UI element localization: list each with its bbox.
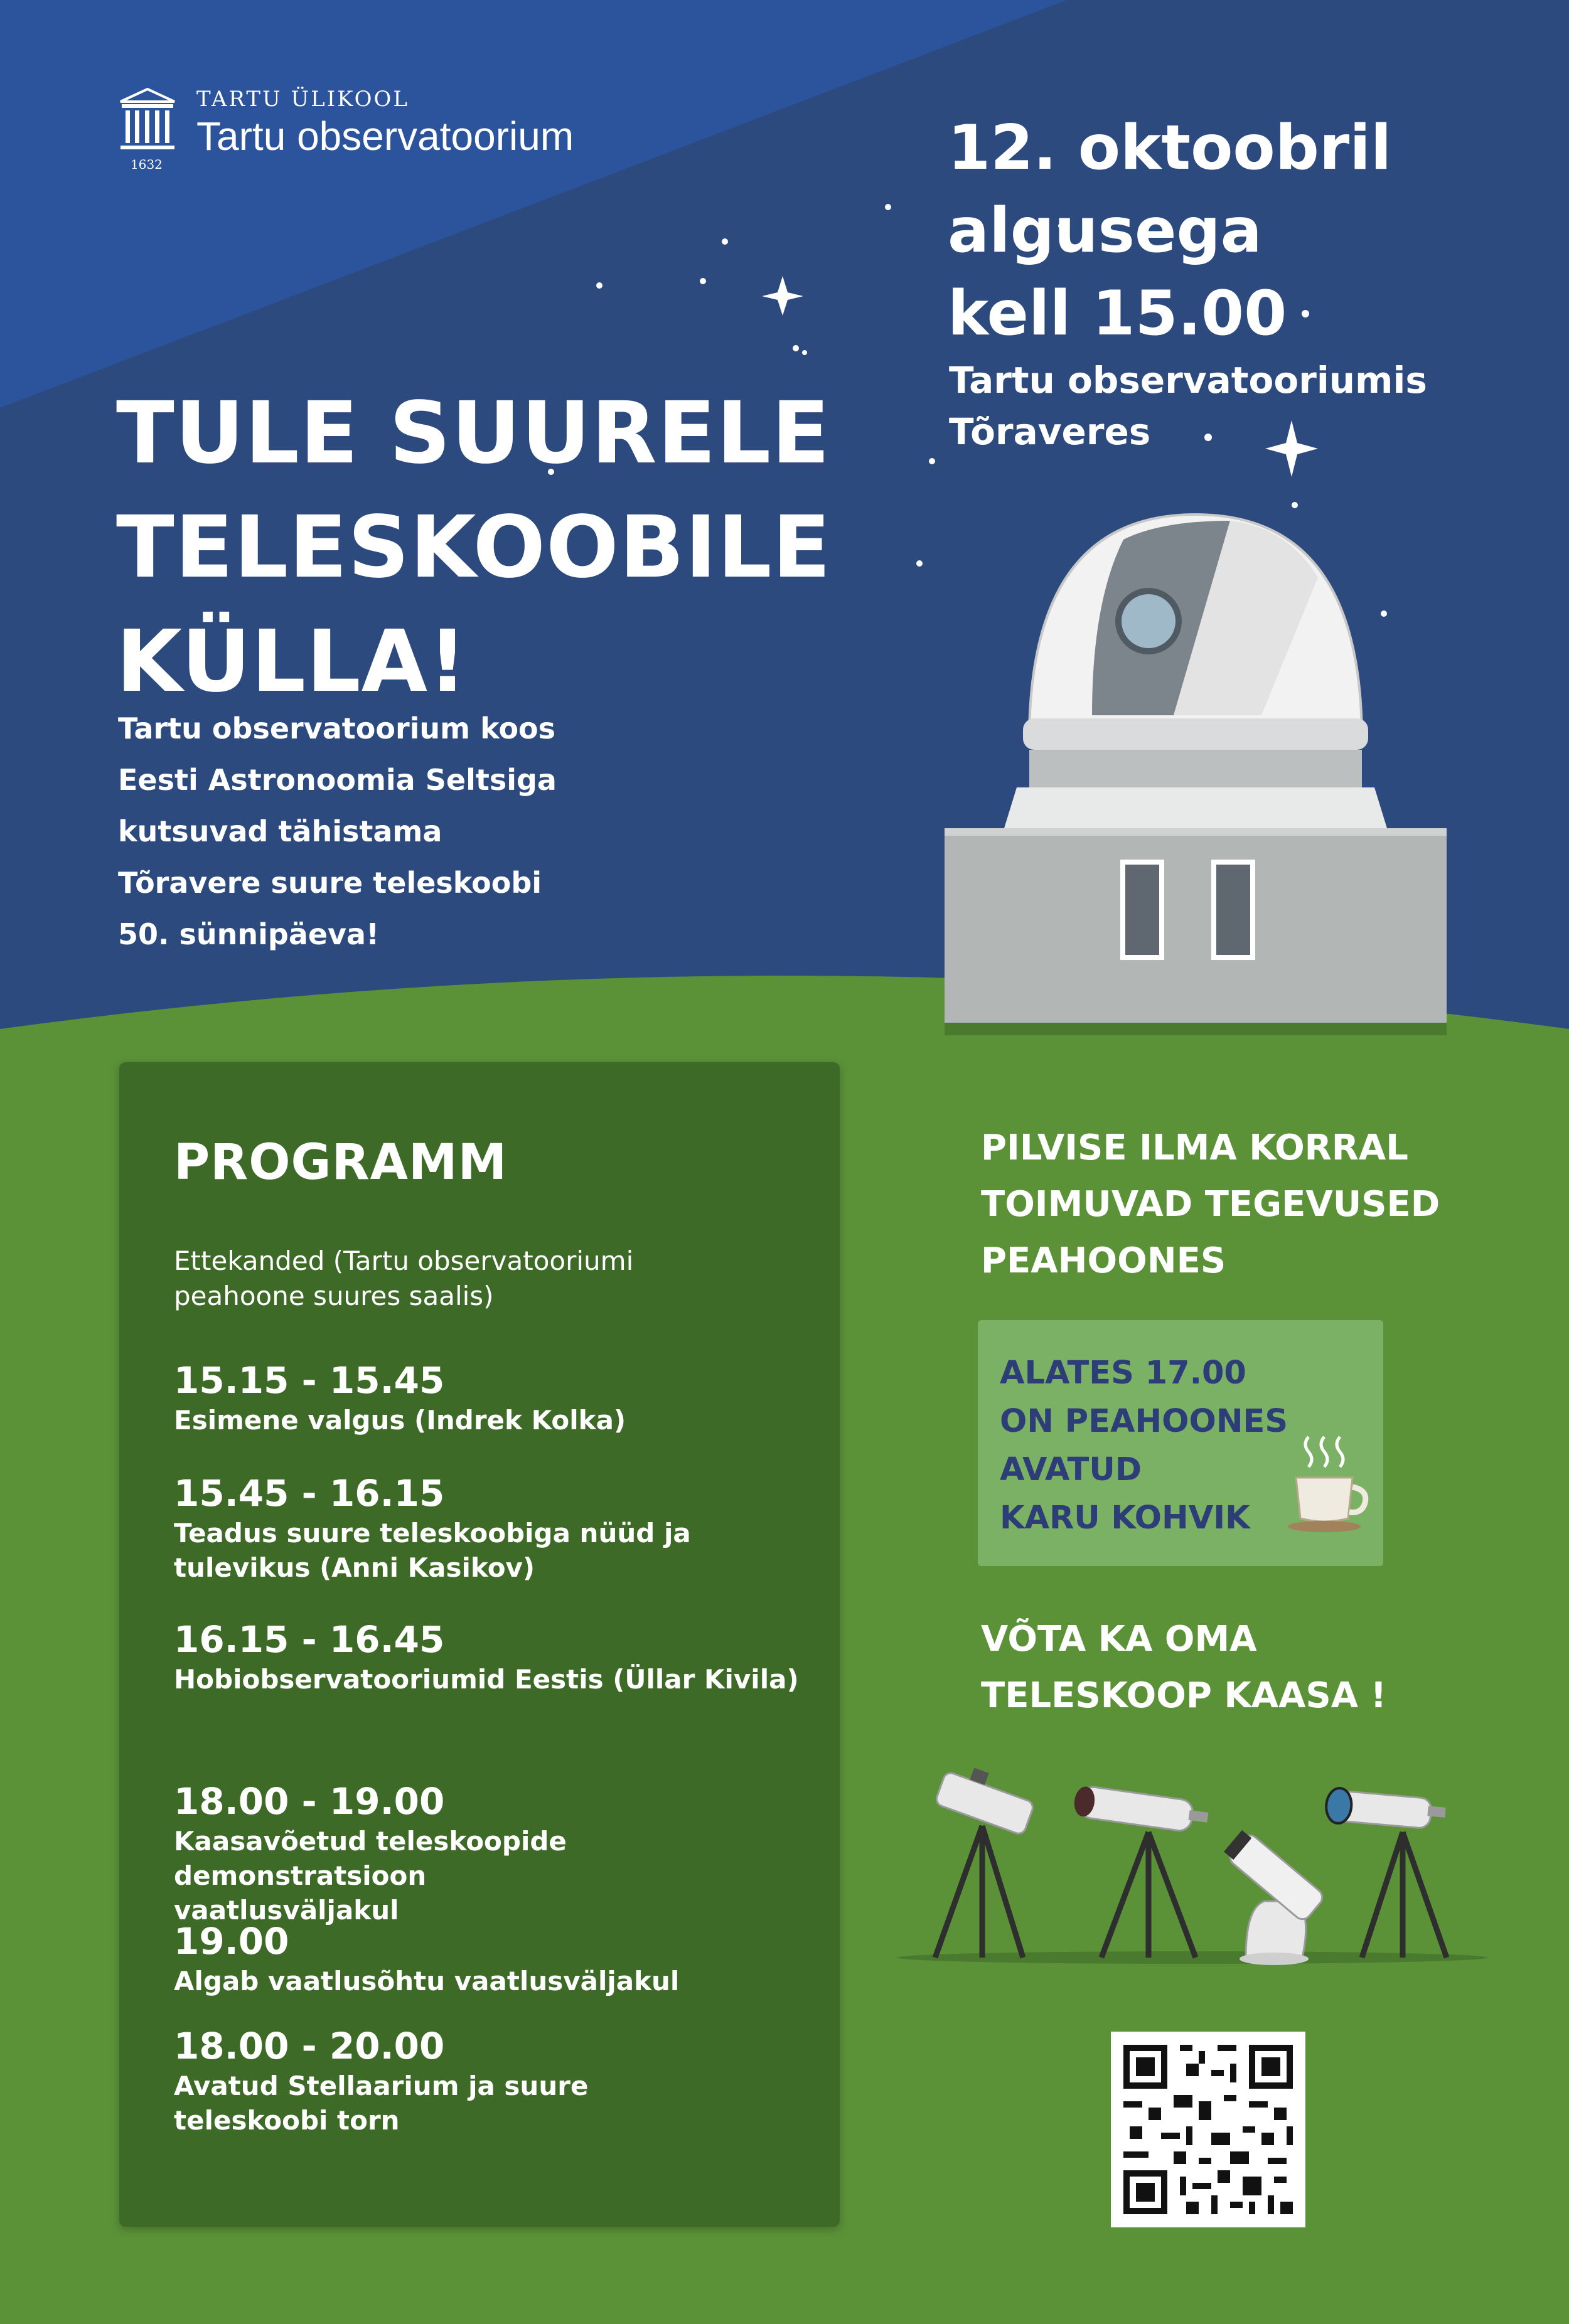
headline-line: TULE SUURELE: [116, 384, 831, 483]
program-subtitle-line: peahoone suures saalis): [174, 1281, 494, 1311]
program-item-desc: tulevikus (Anni Kasikov): [174, 1552, 535, 1583]
program-item: [174, 1617, 827, 1697]
program-item: [174, 1471, 827, 1585]
place-line: Tartu observatooriumis: [949, 359, 1427, 402]
intro-line: Tõravere suure teleskoobi: [118, 866, 542, 900]
logo-university: TARTU ÜLIKOOL: [196, 87, 409, 112]
program-subtitle-line: Ettekanded (Tartu observatooriumi: [174, 1245, 634, 1276]
intro-line: 50. sünnipäeva!: [118, 917, 380, 951]
observatory-dome-icon: [935, 502, 1456, 1042]
program-item-desc: Avatud Stellaarium ja suure: [174, 2071, 589, 2101]
date-line: kell 15.00: [948, 278, 1287, 349]
place-line: Tõraveres: [949, 410, 1151, 453]
program-item: [174, 1919, 827, 1998]
intro-line: kutsuvad tähistama: [118, 814, 442, 848]
bring-line: TELESKOOP KAASA !: [981, 1675, 1387, 1716]
headline-line: KÜLLA!: [116, 612, 468, 712]
event-date: [948, 107, 1391, 355]
program-item-desc: Kaasavõetud teleskoopide demonstratsioon: [174, 1826, 567, 1891]
intro-line: Tartu observatoorium koos: [118, 712, 556, 745]
logo-year: 1632: [131, 157, 163, 172]
event-place: [949, 354, 1427, 457]
program-item: [174, 2023, 827, 2138]
headline-line: TELESKOOBILE: [116, 498, 832, 597]
program-item-desc: vaatlusväljakul: [174, 1895, 399, 1926]
qr-code-icon: [1111, 2032, 1305, 2227]
program-item-time: 19.00: [174, 1920, 289, 1963]
cafe-text: [1000, 1349, 1288, 1542]
program-item-time: 15.45 - 16.15: [174, 1472, 445, 1515]
intro-text: [118, 703, 557, 960]
program-item-desc: Teadus suure teleskoobiga nüüd ja: [174, 1518, 691, 1548]
cafe-line: ALATES 17.00: [1000, 1355, 1246, 1392]
bring-line: VÕTA KA OMA: [981, 1619, 1257, 1660]
cafe-line: KARU KOHVIK: [1000, 1500, 1250, 1537]
program-item-time: 15.15 - 15.45: [174, 1359, 445, 1402]
bring-telescope-notice: [981, 1611, 1386, 1724]
coffee-cup-icon: [1287, 1434, 1374, 1534]
program-item-desc: Esimene valgus (Indrek Kolka): [174, 1405, 626, 1436]
date-line: algusega: [948, 195, 1262, 267]
telescopes-group-icon: [894, 1751, 1491, 1976]
program-item-desc: teleskoobi torn: [174, 2105, 400, 2136]
notice-line: PEAHOONES: [981, 1240, 1226, 1281]
intro-line: Eesti Astronoomia Seltsiga: [118, 763, 557, 797]
program-item: [174, 1779, 827, 1927]
cafe-line: AVATUD: [1000, 1451, 1142, 1488]
logo-name: Tartu observatoorium: [196, 114, 574, 159]
program-item-time: 16.15 - 16.45: [174, 1618, 445, 1661]
program-item-desc: Algab vaatlusõhtu vaatlusväljakul: [174, 1966, 680, 1996]
university-building-icon: [119, 88, 176, 157]
cloudy-weather-notice: [981, 1120, 1440, 1289]
program-item-desc: Hobiobservatooriumid Eestis (Üllar Kivila): [174, 1664, 799, 1695]
notice-line: TOIMUVAD TEGEVUSED: [981, 1184, 1440, 1225]
program-item-time: 18.00 - 20.00: [174, 2025, 445, 2067]
program-item-time: 18.00 - 19.00: [174, 1780, 445, 1823]
date-line: 12. oktoobril: [948, 112, 1392, 184]
program-item: [174, 1358, 827, 1437]
program-title: PROGRAMM: [174, 1134, 508, 1191]
qr-code[interactable]: [1111, 2032, 1305, 2227]
headline: [116, 376, 832, 719]
program-subtitle: [174, 1244, 801, 1314]
notice-line: PILVISE ILMA KORRAL: [981, 1127, 1408, 1168]
cafe-line: ON PEAHOONES: [1000, 1403, 1288, 1440]
